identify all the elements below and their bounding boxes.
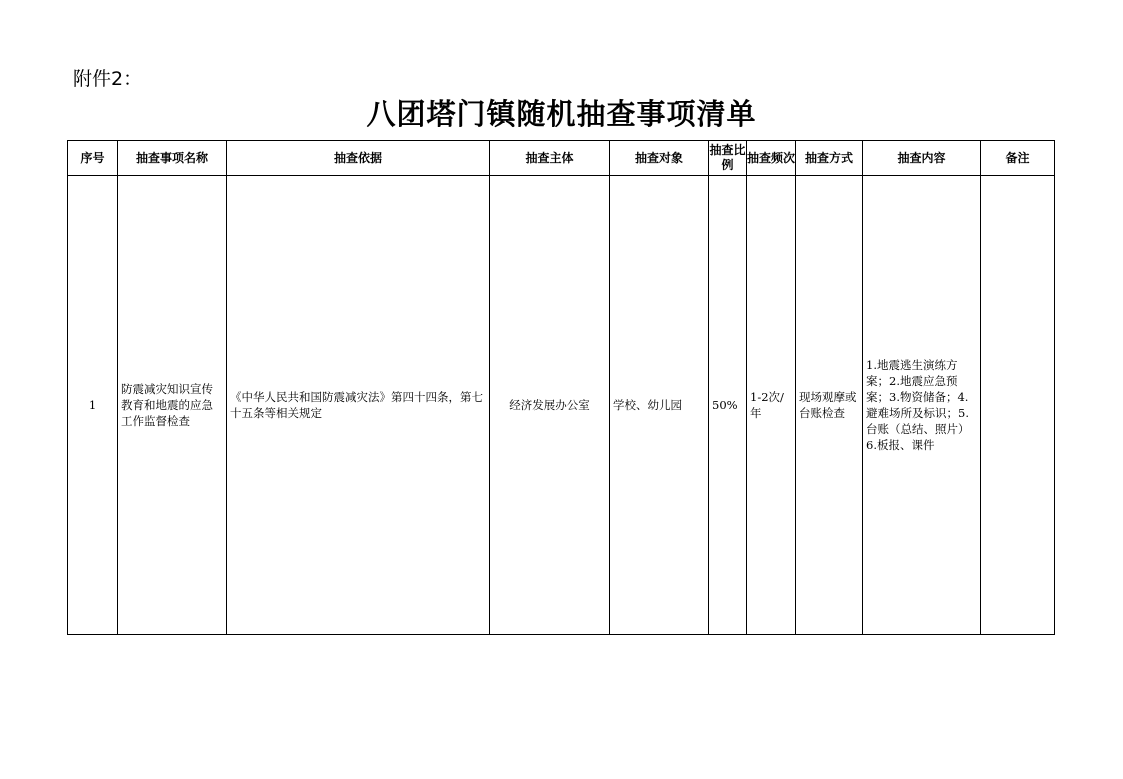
document-title: 八团塔门镇随机抽查事项清单 <box>366 97 757 131</box>
table-row <box>68 176 1055 635</box>
cell-subject-text: 经济发展办公室 <box>509 398 590 412</box>
cell-seq-text: 1 <box>88 398 97 412</box>
cell-ratio <box>709 176 747 635</box>
header-subject: 抽查主体 <box>490 141 610 176</box>
cell-frequency-text: 1-2次/年 <box>750 390 784 420</box>
cell-target-text: 学校、幼儿园 <box>613 398 682 412</box>
cell-method <box>796 176 863 635</box>
header-content: 抽查内容 <box>863 141 981 176</box>
inspection-table <box>67 140 1055 635</box>
cell-remarks <box>981 176 1055 635</box>
cell-basis-text: 《中华人民共和国防震减灾法》第四十四条，第七十五条等相关规定 <box>230 390 483 420</box>
cell-content-text: 1.地震逃生演练方案；2.地震应急预案；3.物资储备；4.避难场所及标识；5.台账（总结、照片）6.板报、课件 <box>866 358 970 452</box>
header-frequency: 抽查频次 <box>747 141 796 176</box>
header-target: 抽查对象 <box>610 141 709 176</box>
cell-subject <box>490 176 610 635</box>
cell-basis <box>227 176 490 635</box>
header-basis: 抽查依据 <box>227 141 490 176</box>
header-remarks: 备注 <box>981 141 1055 176</box>
header-row <box>68 141 1055 176</box>
header-ratio: 抽查比例 <box>709 141 747 176</box>
header-method: 抽查方式 <box>796 141 863 176</box>
cell-target <box>610 176 709 635</box>
cell-method-text: 现场观摩或台账检查 <box>799 390 857 420</box>
header-seq: 序号 <box>68 141 118 176</box>
cell-ratio-text: 50% <box>712 398 738 412</box>
cell-item-name-text: 防震减灾知识宣传教育和地震的应急工作监督检查 <box>121 382 213 428</box>
header-item-name: 抽查事项名称 <box>118 141 227 176</box>
cell-seq <box>68 176 118 635</box>
cell-item-name <box>118 176 227 635</box>
cell-frequency <box>747 176 796 635</box>
cell-content <box>863 176 981 635</box>
attachment-label: 附件2： <box>73 68 143 90</box>
